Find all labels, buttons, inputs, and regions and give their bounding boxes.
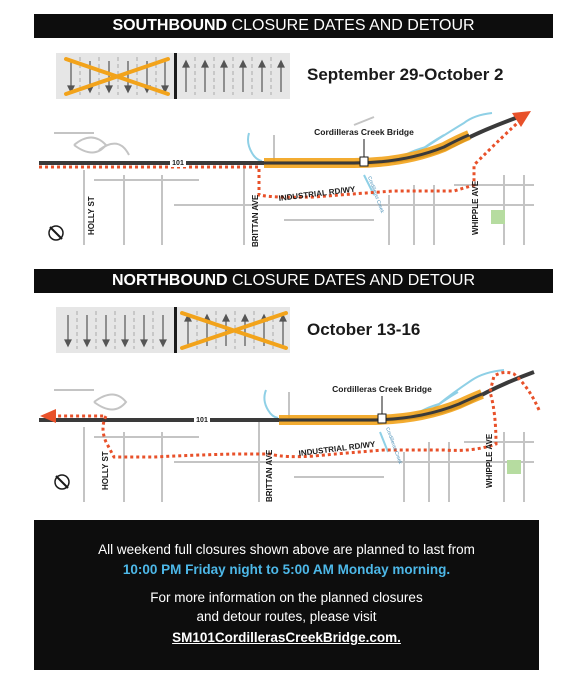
brittan-avenue-label: BRITTAN AVE (265, 449, 274, 502)
northbound-lane-diagram (56, 307, 290, 353)
highway-label: 101 (196, 417, 208, 424)
southbound-banner-rest: CLOSURE DATES AND DETOUR (227, 17, 475, 34)
median-divider (174, 307, 177, 353)
creek-label: Cordilleras Creek (384, 426, 403, 465)
closure-time-window: 10:00 PM Friday night to 5:00 AM Monday morning. (122, 562, 451, 577)
holly-street-label: HOLLY ST (87, 196, 96, 235)
northbound-detour-map (34, 362, 553, 512)
closure-duration-text: All weekend full closures shown above are planned to last from (98, 542, 475, 557)
southbound-banner (34, 14, 553, 38)
whipple-avenue-label: WHIPPLE AVE (485, 433, 494, 488)
more-info-text: For more information on the planned closures (150, 590, 423, 605)
bridge-marker (378, 414, 386, 423)
closure-info-footer (34, 520, 539, 670)
industrial-label: INDUSTRIAL RD/WY (298, 439, 376, 458)
freeway-101 (39, 372, 534, 420)
southbound-lane-diagram (56, 53, 290, 99)
northbound-banner-bold: NORTHBOUND (112, 272, 228, 289)
northbound-banner-rest: CLOSURE DATES AND DETOUR (227, 272, 475, 289)
median-divider (174, 53, 177, 99)
bridge-marker (360, 157, 368, 166)
northbound-banner (34, 269, 553, 293)
creek-water (264, 370, 504, 452)
bridge-label: Cordilleras Creek Bridge (332, 384, 432, 394)
southbound-banner-bold: SOUTHBOUND (112, 17, 228, 34)
website-link[interactable]: SM101CordillerasCreekBridge.com. (172, 630, 401, 645)
southbound-dates: September 29-October 2 (307, 65, 504, 84)
compass-icon (55, 475, 69, 489)
brittan-avenue-label: BRITTAN AVE (251, 194, 260, 247)
visit-text: and detour routes, please visit (196, 609, 377, 624)
park-area (507, 460, 521, 474)
northbound-dates: October 13-16 (307, 320, 421, 339)
whipple-avenue-label: WHIPPLE AVE (471, 180, 480, 235)
compass-icon (49, 226, 63, 240)
highway-label: 101 (172, 160, 184, 167)
holly-street-label: HOLLY ST (101, 451, 110, 490)
southbound-detour-map (34, 105, 553, 255)
creek-label: Cordilleras Creek (366, 175, 385, 214)
bridge-label: Cordilleras Creek Bridge (314, 127, 414, 137)
park-area (491, 210, 505, 224)
industrial-label: INDUSTRIAL RD/WY (278, 184, 356, 203)
detour-route (39, 117, 524, 197)
